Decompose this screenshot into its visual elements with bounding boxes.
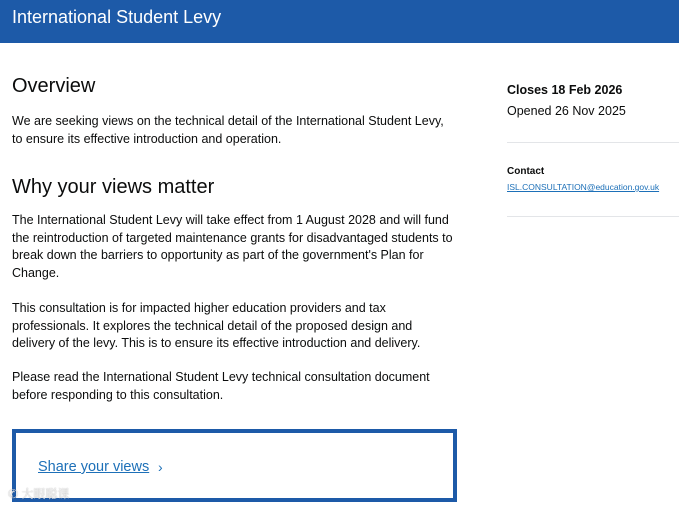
why-your-views-matter-heading: Why your views matter: [12, 176, 215, 198]
contact-label: Contact: [507, 166, 545, 177]
why-paragraph-2: This consultation is for impacted higher education providers and tax professionals. It explores the technical detail of the proposed design and delivery of the levy. This is to ensure its effective introduction and delivery.: [12, 301, 421, 350]
sidebar-divider: [507, 142, 679, 143]
closing-date: Closes 18 Feb 2026: [507, 83, 623, 97]
share-your-views-link[interactable]: Share your views: [38, 459, 150, 475]
why-paragraph-3: Please read the International Student Levy technical consultation document before responding to this consultation.: [12, 370, 430, 402]
opening-date: Opened 26 Nov 2025: [507, 104, 626, 118]
sidebar-divider: [507, 216, 679, 217]
why-paragraph-1: The International Student Levy will take effect from 1 August 2028 and will fund the reintroduction of targeted maintenance grants for disadvantaged students to break down the barriers to opportunity as part of the government's Plan for Change.: [12, 213, 453, 280]
overview-heading: Overview: [12, 75, 96, 97]
share-your-views-panel: [12, 429, 457, 502]
header-title: International Student Levy: [12, 7, 222, 27]
chevron-right-icon[interactable]: ›: [158, 459, 163, 475]
watermark: ✆ 大眼聪课: [8, 487, 70, 501]
overview-text: We are seeking views on the technical detail of the International Student Levy, to ensure its effective introduction and operation.: [12, 114, 444, 146]
page-header: [0, 0, 679, 43]
contact-email-link[interactable]: ISL.CONSULTATION@education.gov.uk: [507, 182, 660, 192]
